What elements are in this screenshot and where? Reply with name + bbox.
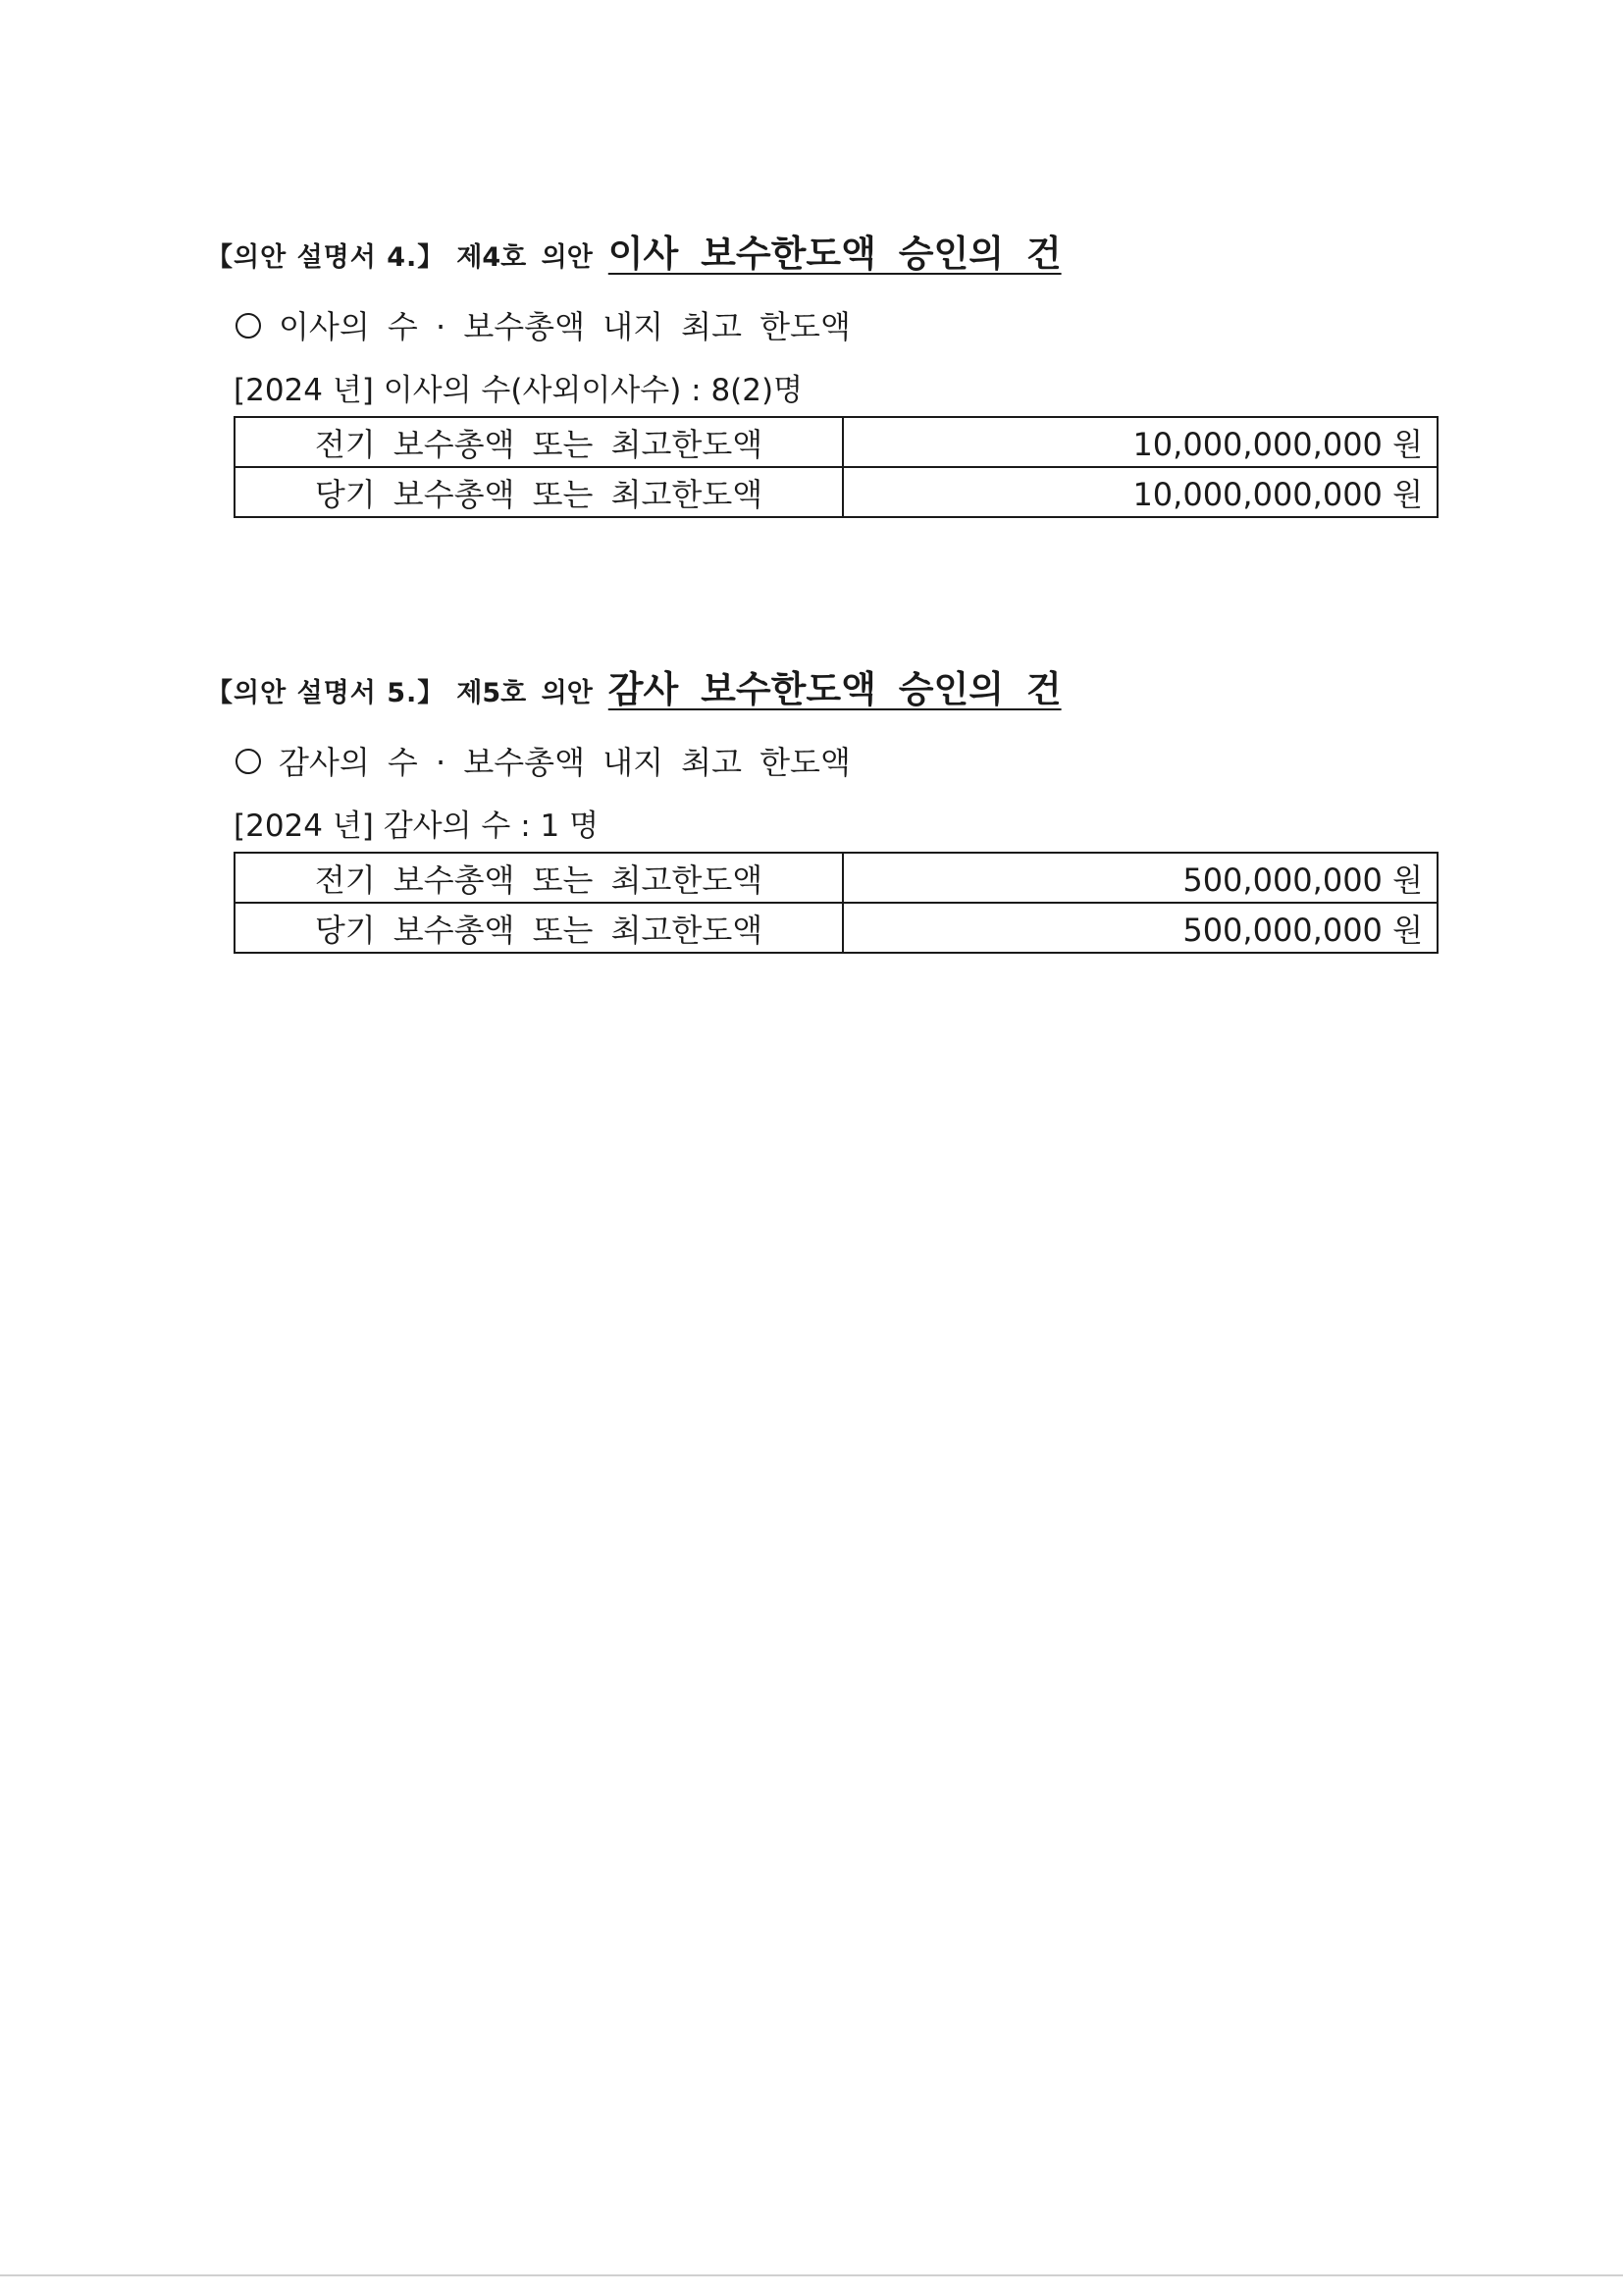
heading-label: 【의안 설명서 5.】 xyxy=(206,678,445,708)
compensation-table xyxy=(234,852,1439,954)
scan-edge-divider xyxy=(0,2274,1623,2276)
year-line: [2024 년] 이사의 수(사외이사수) : 8(2)명 xyxy=(234,373,804,408)
section-heading xyxy=(206,659,1062,714)
year-line: [2024 년] 감사의 수 : 1 명 xyxy=(234,809,600,844)
table-row xyxy=(235,853,1438,903)
table-row xyxy=(235,467,1438,517)
compensation-table xyxy=(234,416,1439,518)
agenda-title: 감사 보수한도액 승인의 건 xyxy=(607,668,1062,710)
circle-bullet-icon xyxy=(236,313,261,339)
row-item: 당기 보수총액 또는 최고한도액 xyxy=(235,903,843,953)
bullet-text: 감사의 수 · 보수총액 내지 최고 한도액 xyxy=(279,744,851,781)
circle-bullet-icon xyxy=(236,749,261,774)
agenda-title: 이사 보수한도액 승인의 건 xyxy=(607,233,1062,275)
agenda-number: 제4호 의안 xyxy=(456,242,593,273)
row-item: 전기 보수총액 또는 최고한도액 xyxy=(235,417,843,467)
table-row xyxy=(235,903,1438,953)
bullet-line xyxy=(236,302,851,347)
bullet-text: 이사의 수 · 보수총액 내지 최고 한도액 xyxy=(279,308,851,345)
row-amount: 10,000,000,000 원 xyxy=(843,467,1438,517)
row-amount: 500,000,000 원 xyxy=(843,903,1438,953)
row-item: 전기 보수총액 또는 최고한도액 xyxy=(235,853,843,903)
bullet-line xyxy=(236,738,851,783)
row-amount: 10,000,000,000 원 xyxy=(843,417,1438,467)
section-heading xyxy=(206,224,1062,279)
row-amount: 500,000,000 원 xyxy=(843,853,1438,903)
heading-label: 【의안 설명서 4.】 xyxy=(206,242,445,273)
agenda-number: 제5호 의안 xyxy=(456,678,593,708)
row-item: 당기 보수총액 또는 최고한도액 xyxy=(235,467,843,517)
table-row xyxy=(235,417,1438,467)
